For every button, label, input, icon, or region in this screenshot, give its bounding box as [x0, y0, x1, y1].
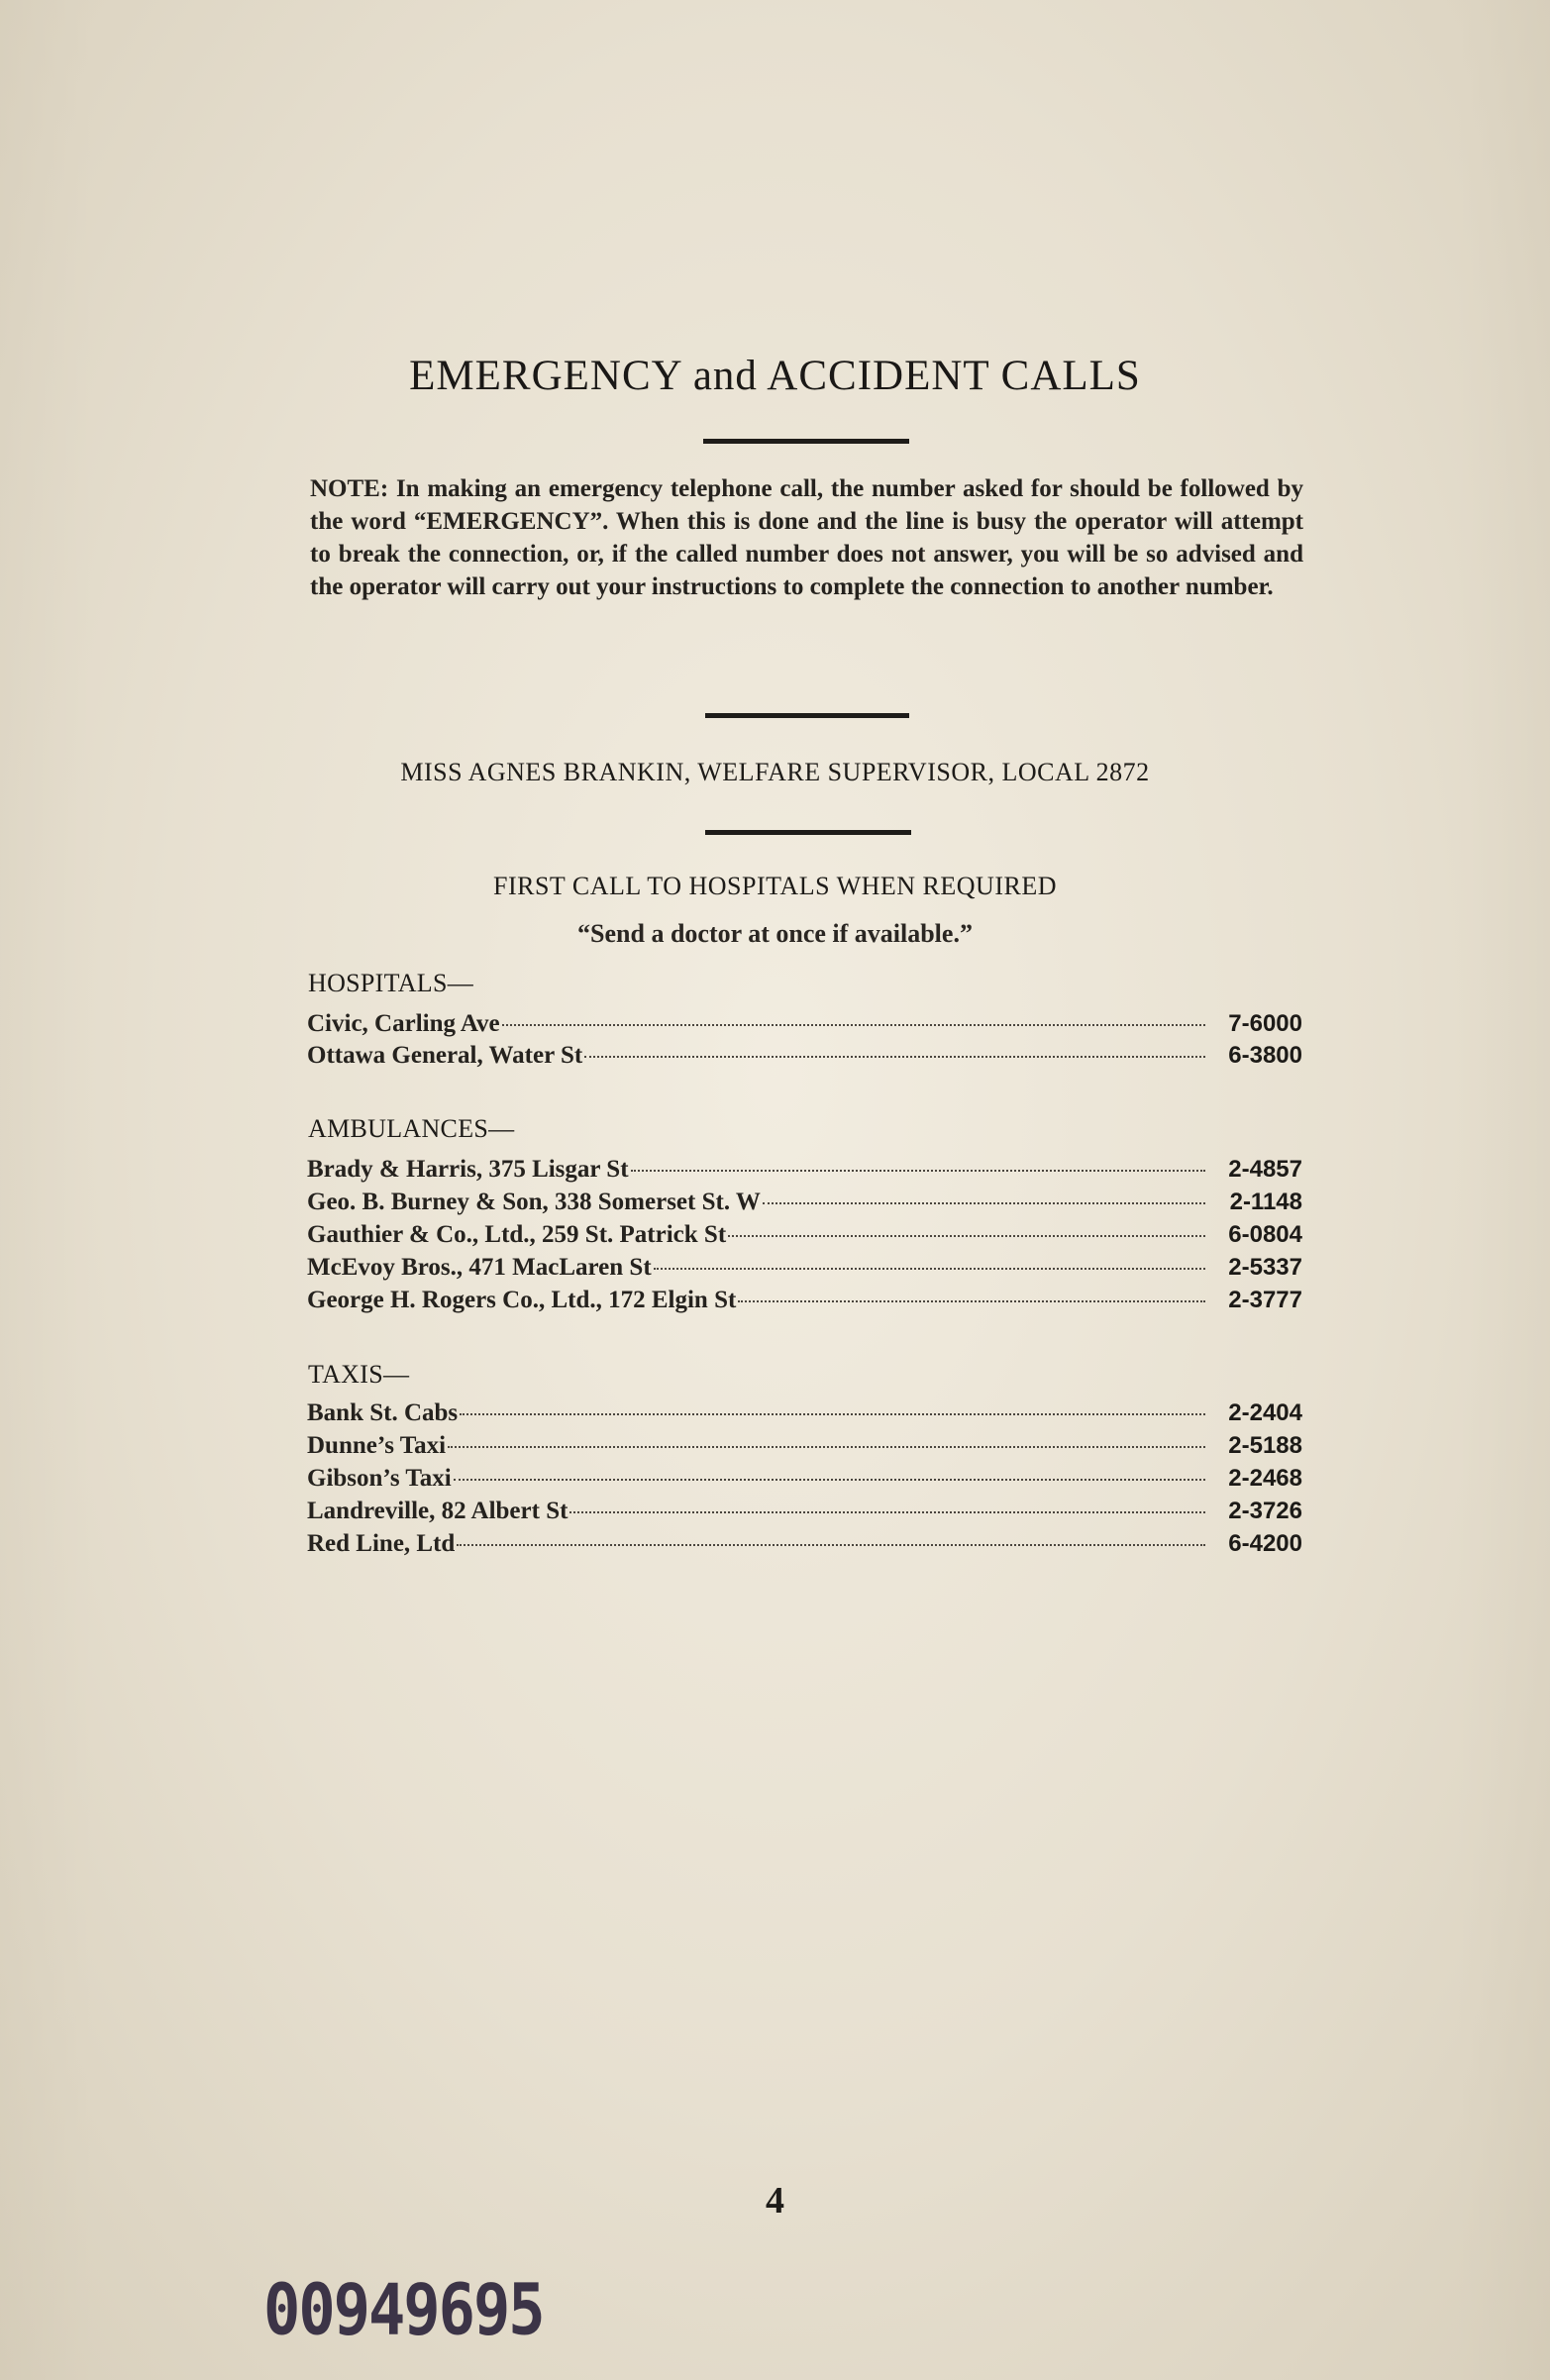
- list-item: [307, 1010, 1302, 1044]
- list-item: [307, 1399, 1302, 1433]
- entry-number: 7-6000: [1228, 1010, 1302, 1037]
- entry-name: Geo. B. Burney & Son, 338 Somerset St. W: [307, 1189, 761, 1215]
- entry-number: 2-2404: [1228, 1399, 1302, 1426]
- dot-leader: [460, 1413, 1205, 1415]
- entry-name: Ottawa General, Water St: [307, 1042, 583, 1069]
- list-item: [307, 1498, 1302, 1531]
- dot-leader: [584, 1056, 1205, 1058]
- list-item: [307, 1254, 1302, 1288]
- entry-number: 2-4857: [1228, 1156, 1302, 1183]
- entry-number: 6-4200: [1228, 1530, 1302, 1557]
- divider-rule: [703, 439, 909, 444]
- entry-name: Red Line, Ltd: [307, 1530, 456, 1557]
- list-item: [307, 1042, 1302, 1076]
- entry-name: Gauthier & Co., Ltd., 259 St. Patrick St: [307, 1221, 727, 1248]
- section-title-ambulances: AMBULANCES—: [308, 1114, 515, 1143]
- list-item: [307, 1432, 1302, 1466]
- page-title: EMERGENCY and ACCIDENT CALLS: [409, 353, 1141, 399]
- list-item: [307, 1465, 1302, 1499]
- dot-leader: [654, 1268, 1205, 1270]
- entry-number: 2-1148: [1229, 1189, 1302, 1215]
- entry-number: 2-5188: [1228, 1432, 1302, 1459]
- list-item: [307, 1287, 1302, 1320]
- dot-leader: [738, 1300, 1205, 1302]
- entry-name: McEvoy Bros., 471 MacLaren St: [307, 1254, 652, 1281]
- dot-leader: [454, 1479, 1205, 1481]
- entry-name: Gibson’s Taxi: [307, 1465, 452, 1492]
- entry-number: 6-0804: [1228, 1221, 1302, 1248]
- entry-number: 2-3777: [1228, 1287, 1302, 1313]
- archive-stamp-number: 00949695: [263, 2268, 544, 2351]
- list-item: [307, 1221, 1302, 1255]
- list-item: [307, 1189, 1302, 1222]
- dot-leader: [631, 1170, 1205, 1172]
- entry-name: Landreville, 82 Albert St: [307, 1498, 568, 1524]
- dot-leader: [763, 1202, 1205, 1204]
- entry-number: 2-3726: [1228, 1498, 1302, 1524]
- entry-number: 6-3800: [1228, 1042, 1302, 1069]
- dot-leader: [728, 1235, 1205, 1237]
- section-title-hospitals: HOSPITALS—: [308, 969, 474, 997]
- welfare-supervisor-line: MISS AGNES BRANKIN, WELFARE SUPERVISOR, LOCAL 2872: [400, 758, 1150, 786]
- list-item: [307, 1156, 1302, 1190]
- hospital-quote: “Send a doctor at once if available.”: [577, 919, 973, 948]
- dot-leader: [457, 1544, 1205, 1546]
- entry-name: Civic, Carling Ave: [307, 1010, 500, 1037]
- dot-leader: [569, 1511, 1205, 1513]
- page-number: 4: [766, 2180, 784, 2222]
- entry-number: 2-2468: [1228, 1465, 1302, 1492]
- dot-leader: [448, 1446, 1205, 1448]
- list-item: [307, 1530, 1302, 1564]
- entry-name: Brady & Harris, 375 Lisgar St: [307, 1156, 629, 1183]
- entry-name: George H. Rogers Co., Ltd., 172 Elgin St: [307, 1287, 737, 1313]
- section-title-taxis: TAXIS—: [308, 1360, 410, 1389]
- entry-number: 2-5337: [1228, 1254, 1302, 1281]
- entry-name: Bank St. Cabs: [307, 1399, 459, 1426]
- dot-leader: [502, 1024, 1205, 1026]
- entry-name: Dunne’s Taxi: [307, 1432, 447, 1459]
- emergency-note: NOTE: In making an emergency telephone call, the number asked for should be followed by the word “EMERGENCY”. When this is done and the line is busy the operator will attempt to break the connection, or, if the called number does not answer, you will be so advised and the operator will carry out your instructions to complete the connection to another number.: [310, 475, 1303, 600]
- divider-rule: [705, 830, 911, 835]
- divider-rule: [705, 713, 909, 718]
- hospital-heading: FIRST CALL TO HOSPITALS WHEN REQUIRED: [493, 872, 1057, 900]
